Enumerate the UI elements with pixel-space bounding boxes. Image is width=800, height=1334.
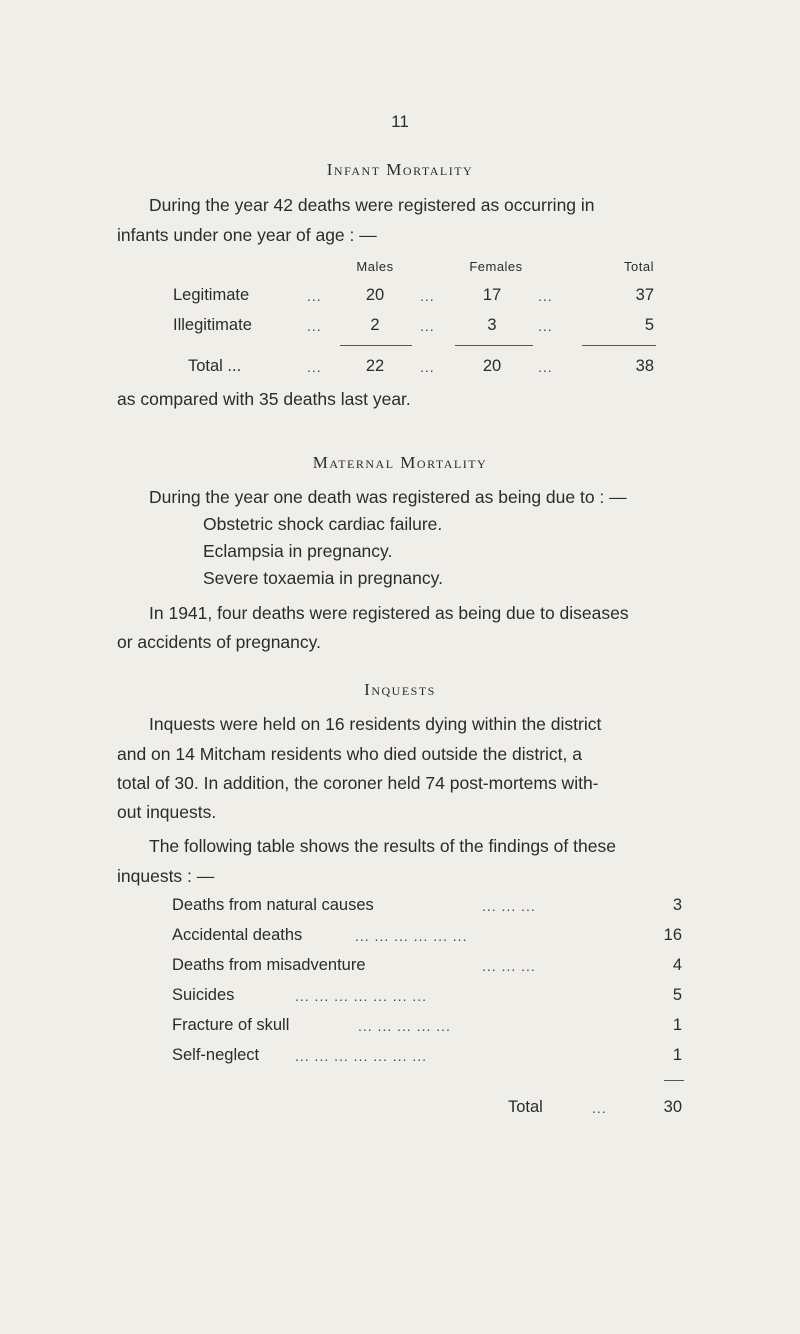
row-leader-dots: ... xyxy=(538,288,553,304)
maternal-cause-item: Severe toxaemia in pregnancy. xyxy=(203,568,443,588)
finding-label: Fracture of skull xyxy=(172,1016,290,1034)
infant-mortality-heading: Infant Mortality xyxy=(326,160,474,179)
row-leader-dots: ... xyxy=(307,288,322,304)
cell-females: 3 xyxy=(487,316,497,334)
finding-leader-dots: ... ... ... ... ... ... ... xyxy=(295,988,428,1004)
row-leader-dots: ... xyxy=(420,288,435,304)
inquests-para1-line2: and on 14 Mitcham residents who died outside the district, a xyxy=(117,744,582,764)
finding-value: 3 xyxy=(672,896,682,914)
row-leader-dots: ... xyxy=(420,359,435,375)
inquests-para1-line3: total of 30. In addition, the coroner held 74 post-mortems with- xyxy=(117,773,599,793)
infant-intro-line1: During the year 42 deaths were registered as occurring in xyxy=(149,195,595,215)
infant-intro-line2: infants under one year of age : — xyxy=(117,225,377,245)
cell-total: 5 xyxy=(644,316,654,334)
finding-value: 1 xyxy=(672,1046,682,1064)
finding-value: 4 xyxy=(672,956,682,974)
column-header-females: Females xyxy=(469,259,523,274)
row-label: Illegitimate xyxy=(173,316,252,334)
finding-leader-dots: ... ... ... ... ... ... ... xyxy=(295,1048,428,1064)
cell-females: 20 xyxy=(482,357,502,375)
finding-value: 1 xyxy=(672,1016,682,1034)
findings-total-label: Total xyxy=(508,1098,543,1116)
cell-males: 2 xyxy=(370,316,380,334)
inquests-para2-line2: inquests : — xyxy=(117,866,215,886)
rule-females xyxy=(455,345,533,346)
row-leader-dots: ... xyxy=(307,359,322,375)
infant-comparison: as compared with 35 deaths last year. xyxy=(117,389,411,409)
cell-total: 37 xyxy=(635,286,654,304)
finding-label: Deaths from misadventure xyxy=(172,956,366,974)
inquests-para1-line1: Inquests were held on 16 residents dying within the district xyxy=(149,714,602,734)
row-label: Legitimate xyxy=(173,286,250,304)
row-leader-dots: ... xyxy=(420,318,435,334)
finding-label: Suicides xyxy=(172,986,235,1004)
cell-males: 20 xyxy=(365,286,385,304)
finding-label: Self-neglect xyxy=(172,1046,260,1064)
findings-total-dots: ... xyxy=(592,1100,607,1116)
rule-males xyxy=(340,345,412,346)
finding-value: 16 xyxy=(663,926,682,944)
findings-total-value: 30 xyxy=(663,1098,682,1116)
page-number: 11 xyxy=(391,112,409,131)
row-leader-dots: ... xyxy=(538,359,553,375)
column-header-males: Males xyxy=(356,259,394,274)
maternal-note-line1: In 1941, four deaths were registered as being due to diseases xyxy=(149,603,629,623)
finding-value: 5 xyxy=(672,986,682,1004)
finding-leader-dots: ... ... ... xyxy=(482,958,536,974)
cell-females: 17 xyxy=(482,286,502,304)
row-label: Total ... xyxy=(188,357,242,375)
maternal-note-line2: or accidents of pregnancy. xyxy=(117,632,321,652)
finding-label: Deaths from natural causes xyxy=(172,896,374,914)
maternal-cause-item: Eclampsia in pregnancy. xyxy=(203,541,393,561)
inquests-heading: Inquests xyxy=(364,680,436,699)
maternal-cause-item: Obstetric shock cardiac failure. xyxy=(203,514,443,534)
finding-leader-dots: ... ... ... xyxy=(482,898,536,914)
row-leader-dots: ... xyxy=(307,318,322,334)
cell-males: 22 xyxy=(365,357,385,375)
column-header-total: Total xyxy=(624,259,654,274)
finding-leader-dots: ... ... ... ... ... ... xyxy=(355,928,468,944)
inquests-para1-line4: out inquests. xyxy=(117,802,217,822)
findings-total-rule xyxy=(664,1080,684,1081)
cell-total: 38 xyxy=(635,357,654,375)
row-leader-dots: ... xyxy=(538,318,553,334)
inquests-para2-line1: The following table shows the results of the findings of these xyxy=(149,836,616,856)
finding-label: Accidental deaths xyxy=(172,926,303,944)
rule-total xyxy=(582,345,656,346)
maternal-intro: During the year one death was registered as being due to : — xyxy=(149,487,627,507)
finding-leader-dots: ... ... ... ... ... xyxy=(358,1018,451,1034)
maternal-mortality-heading: Maternal Mortality xyxy=(312,453,488,472)
